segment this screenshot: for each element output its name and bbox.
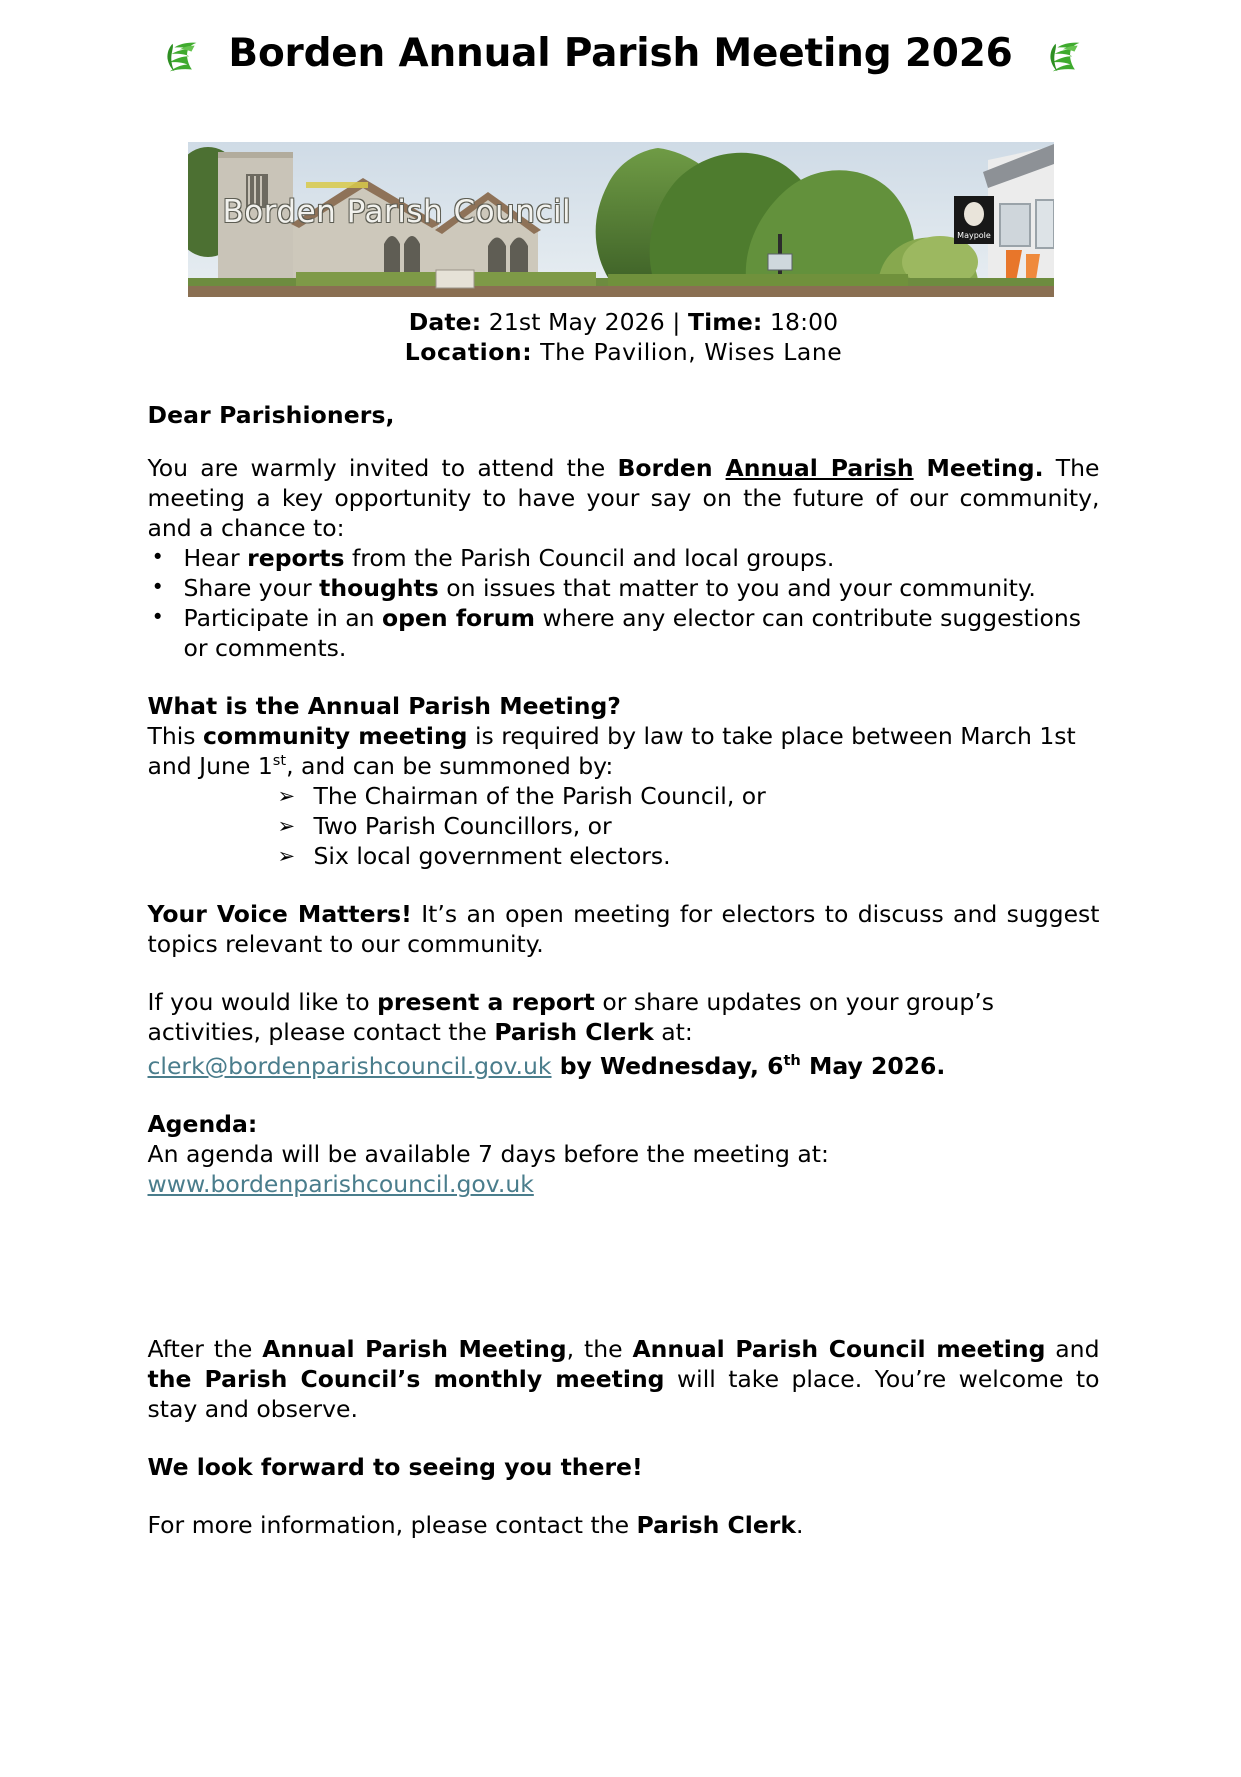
after-bold-3: the Parish Council’s monthly meeting — [147, 1365, 665, 1393]
after-bold-2: Annual Parish Council meeting — [632, 1335, 1046, 1363]
list-item: ➢ Six local government electors. — [278, 841, 1100, 871]
your-voice-bold: Your Voice Matters! — [147, 900, 412, 928]
closing-contact-line — [148, 1510, 1100, 1540]
report-post: at: — [653, 1018, 693, 1046]
what-is-paragraph — [148, 721, 1100, 781]
your-voice-paragraph — [148, 899, 1100, 959]
document-page — [0, 22, 1241, 1777]
bullet-pre-2: Participate in an — [183, 604, 382, 632]
intro-text-1: You are warmly invited to attend the — [147, 454, 618, 482]
clerk-email-link[interactable]: clerk@bordenparishcouncil.gov.uk — [147, 1052, 552, 1080]
bullet-bold-1: thoughts — [319, 574, 439, 602]
date-label: Date: — [408, 308, 482, 336]
summon-options-list — [148, 781, 1100, 871]
bullet-pre-1: Share your — [183, 574, 320, 602]
list-item: ➢ The Chairman of the Parish Council, or — [278, 781, 1100, 811]
closing-pre: For more information, please contact the — [147, 1511, 637, 1539]
what-is-section — [148, 691, 1100, 781]
closing-bold: Parish Clerk — [636, 1511, 796, 1539]
bullet-bold-0: reports — [247, 544, 345, 572]
bullet-post-1: on issues that matter to you and your community. — [438, 574, 1036, 602]
report-mid: or share updates on your group’s activities, please contact the — [147, 988, 994, 1046]
bullet-bold-2: open forum — [382, 604, 535, 632]
date-value-space — [481, 308, 489, 336]
after-mid-1: , the — [566, 1335, 633, 1363]
section-heading-agenda: Agenda: — [147, 1110, 258, 1138]
list-item: ➢ Two Parish Councillors, or — [278, 811, 1100, 841]
what-is-pre: This — [147, 722, 203, 750]
closing-post: . — [795, 1511, 804, 1539]
parish-council-banner-image — [188, 142, 1054, 297]
green-leaf-icon-left — [156, 30, 202, 76]
banner-wrapper — [0, 142, 1241, 297]
agenda-url-line — [148, 1169, 1100, 1199]
intro-bold-tail: Meeting. — [913, 454, 1044, 482]
section-heading-what-is: What is the Annual Parish Meeting? — [147, 692, 621, 720]
deadline-superscript: th — [783, 1052, 801, 1070]
intro-paragraph — [148, 453, 1100, 543]
after-post: will take place. You’re welcome to stay and observe. — [147, 1365, 1100, 1423]
banner-caption: Borden Parish Council — [222, 194, 572, 230]
what-is-post-b: , and can be summoned by: — [286, 752, 614, 780]
time-value: 18:00 — [769, 308, 839, 336]
meeting-details — [148, 307, 1100, 367]
location-line — [148, 337, 1100, 367]
time-label: Time: — [687, 308, 763, 336]
location-value: The Pavilion, Wises Lane — [540, 338, 843, 366]
date-value: 21st May 2026 — [488, 308, 665, 336]
closing-bold-line: We look forward to seeing you there! — [147, 1453, 643, 1481]
date-time-line — [148, 307, 1100, 337]
page-title-row — [0, 22, 1241, 84]
your-voice-text: It’s an open meeting for electors to discuss and suggest topics relevant to our community. — [147, 900, 1100, 958]
clerk-email-line — [148, 1051, 1100, 1081]
agenda-text: An agenda will be available 7 days before the meeting at: — [147, 1140, 829, 1168]
what-is-post-a: is required by law to take place between March 1st and June 1 — [147, 722, 1076, 780]
bullet-post-2: where any elector can contribute suggestions or comments. — [183, 604, 1082, 662]
report-pre: If you would like to — [147, 988, 378, 1016]
deadline-post: May 2026. — [800, 1052, 946, 1080]
list-item — [148, 603, 1100, 663]
after-pre: After the — [147, 1335, 263, 1363]
after-meeting-paragraph — [148, 1334, 1100, 1424]
bullet-pre-0: Hear — [183, 544, 248, 572]
what-is-superscript: st — [272, 752, 287, 770]
list-item — [148, 573, 1100, 603]
parish-website-link[interactable]: www.bordenparishcouncil.gov.uk — [147, 1170, 534, 1198]
time-space — [762, 308, 770, 336]
deadline-pre: by Wednesday, 6 — [551, 1052, 784, 1080]
what-is-bold: community meeting — [203, 722, 468, 750]
list-item — [148, 543, 1100, 573]
present-report-paragraph — [148, 987, 1100, 1047]
intro-text-2: The meeting a key opportunity to have your say on the future of our community, and a chance to: — [147, 454, 1100, 542]
report-bold-2: Parish Clerk — [494, 1018, 654, 1046]
intro-bold-lead: Borden — [617, 454, 726, 482]
meta-separator: | — [672, 308, 681, 336]
report-bold-1: present a report — [377, 988, 595, 1016]
document-body — [142, 307, 1100, 1540]
location-label: Location: — [404, 338, 533, 366]
benefits-list — [148, 543, 1100, 663]
page-title: Borden Annual Parish Meeting 2026 — [228, 30, 1013, 76]
svg-text:Maypole: Maypole — [956, 231, 991, 240]
location-space — [532, 338, 540, 366]
intro-bold-underline: Annual Parish — [725, 454, 914, 482]
salutation: Dear Parishioners, — [147, 401, 395, 429]
after-mid-2: and — [1045, 1335, 1100, 1363]
after-bold-1: Annual Parish Meeting — [262, 1335, 567, 1363]
green-leaf-icon-right — [1039, 30, 1085, 76]
bullet-post-0: from the Parish Council and local groups. — [344, 544, 835, 572]
agenda-section — [148, 1109, 1100, 1199]
